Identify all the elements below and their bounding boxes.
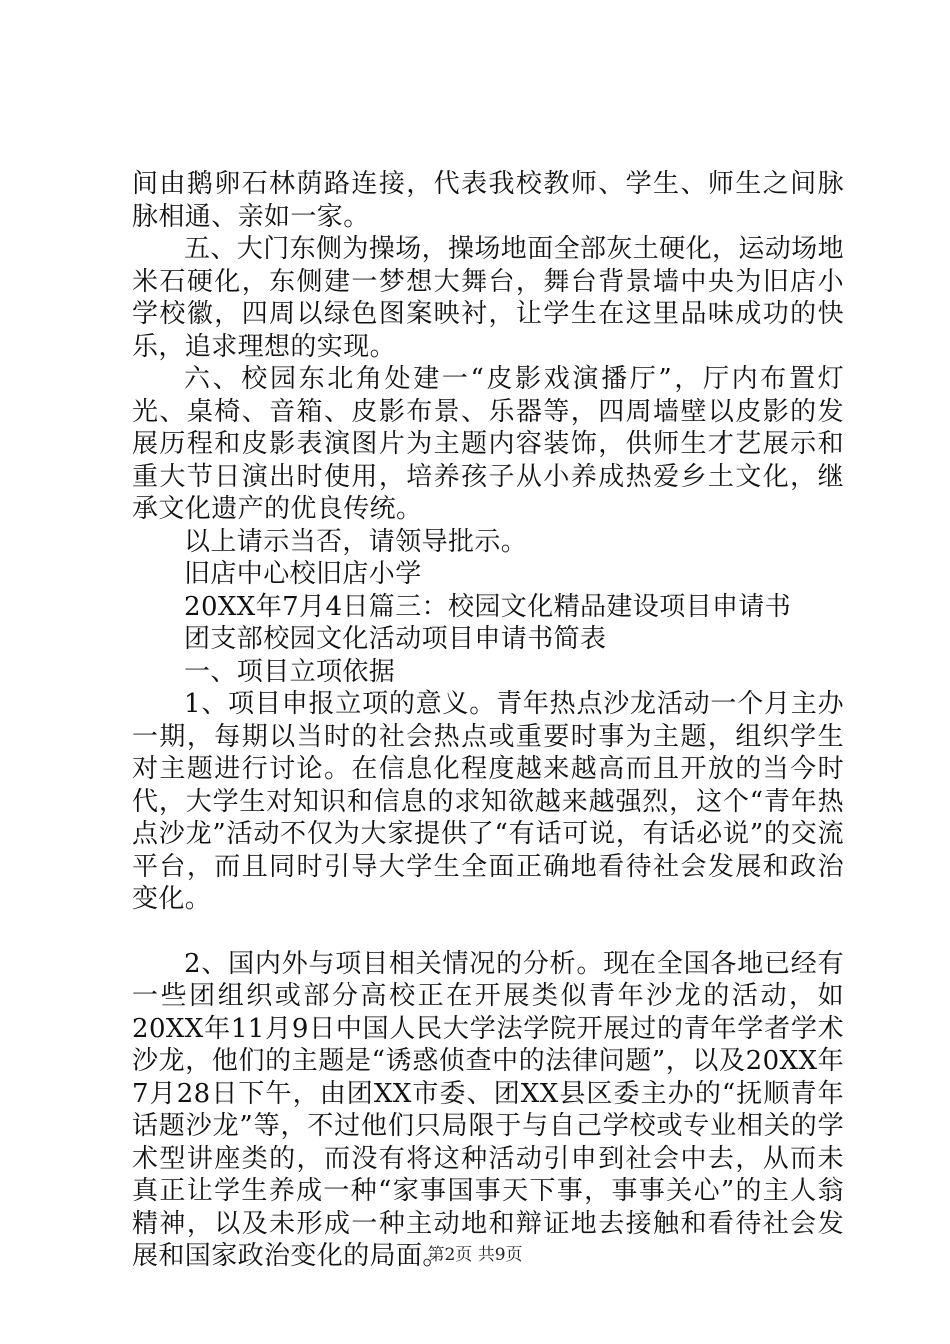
date-and-section-title: 20XX年7月4日篇三：校园文化精品建设项目申请书: [184, 591, 792, 622]
section-heading: 一、项目立项依据: [184, 656, 396, 687]
paragraph-significance: 1、项目申报立项的意义。青年热点沙龙活动一个月主办一期，每期以当时的社会热点或重要时事为主题，组织学生对主题进行讨论。在信息化程度越来越高而且开放的当今时代，大学生对知识和信息的求知欲越来越强烈，这个“青年热点沙龙”活动不仅为大家提供了“有话可说，有话必说”的交流平台，而且同时引导大学生全面正确地看待社会发展和政治变化。: [132, 689, 844, 914]
paragraph-continuation: 间由鹅卵石林荫路连接，代表我校教师、学生、师生之间脉脉相通、亲如一家。: [132, 169, 844, 232]
paragraph-item-five: 五、大门东侧为操场，操场地面全部灰土硬化，运动场地米石硬化，东侧建一梦想大舞台，舞台背景墙中央为旧店小学校徽，四周以绿色图案映衬，让学生在这里品味成功的快乐，追求理想的实现。: [132, 234, 845, 362]
paragraph-analysis: 2、国内外与项目相关情况的分析。现在全国各地已经有一些团组织或部分高校正在开展类似青年沙龙的活动，如20XX年11月9日中国人民大学法学院开展过的青年学者学术沙龙，他们的主题是“诱惑侦查中的法律问题”，以及20XX年7月28日下午，由团XX市委、团XX县区委主办的“抚顺青年话题沙龙”等，不过他们只局限于与自己学校或专业相关的学术型讲座类的，而没有将这种活动引申到社会中去，从而未真正让学生养成一种“家事国事天下事，事事关心”的主人翁精神，以及未形成一种主动地和辩证地去接触和看待社会发展和国家政治变化的局面。: [132, 948, 844, 1271]
closing-request: 以上请示当否，请领导批示。: [184, 526, 528, 557]
page-footer: 第2页 共9页: [427, 1245, 523, 1265]
paragraph-item-six: 六、校园东北角处建一“皮影戏演播厅”，厅内布置灯光、桌椅、音箱、皮影布景、乐器等，四周墙壁以皮影的发展历程和皮影表演图片为主题内容装饰，供师生才艺展示和重大节日演出时使用，培养孩子从小养成热爱乡土文化，继承文化遗产的优良传统。: [132, 364, 844, 524]
document-body: [132, 168, 844, 1273]
signature-school: 旧店中心校旧店小学: [184, 559, 422, 589]
form-title: 团支部校园文化活动项目申请书简表: [184, 624, 607, 654]
